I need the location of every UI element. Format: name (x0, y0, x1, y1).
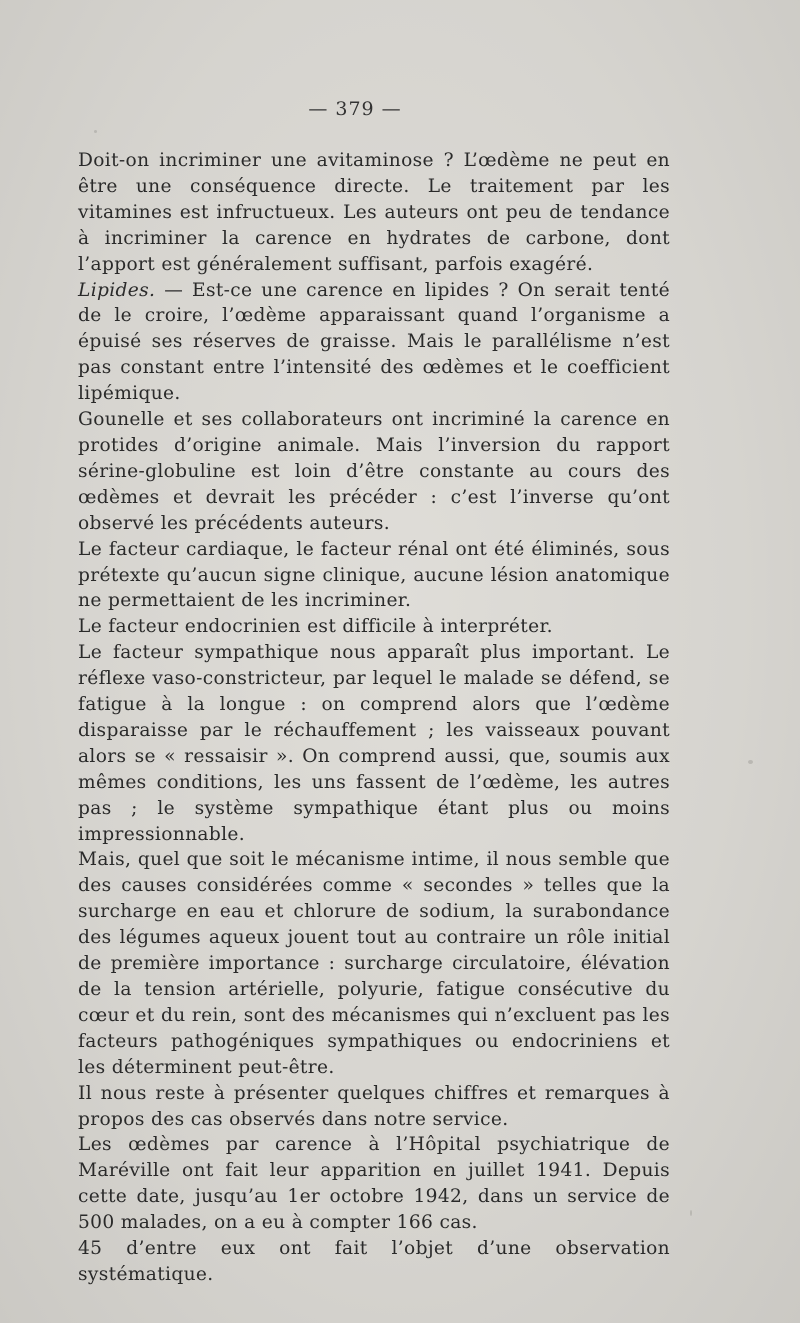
paragraph-text: Il nous reste à présenter quelques chiffres et remarques à propos des cas observés dans notre service. (78, 1082, 670, 1130)
paragraph-text: Le facteur sympathique nous apparaît plus important. Le réflexe vaso-constricteur, par lequel le malade se défend, se fatigue à la longue : on comprend alors que l’œdème disparaisse par le réchauffement ; les vaisseaux pouvant alors se « ressaisir ». On comprend aussi, que, soumis aux mêmes conditions, les uns fassent de l’œdème, les autres pas ; le système sympathique étant plus ou moins impressionnable. (78, 642, 670, 845)
paragraph-facteur-cardiaque (78, 537, 670, 615)
paper-speck (94, 130, 97, 133)
paragraph-text: Le facteur endocrinien est difficile à interpréter. (78, 616, 553, 638)
paragraph-text: Doit-on incriminer une avitaminose ? L’œdème ne peut en être une conséquence directe. Le traitement par les vitamines est infructueux. Les auteurs ont peu de tendance à incriminer la carence en hydrates de carbone, dont l’apport est généralement suffisant, parfois exagéré. (78, 150, 670, 275)
paragraph-lipides (78, 278, 670, 408)
paragraph-avitaminose (78, 148, 670, 278)
paragraph-text: Gounelle et ses collaborateurs ont incriminé la carence en protides d’origine animale. Mais l’inversion du rapport sérine-globuline est loin d’être constante au cours des œdèmes et devrait les précéder : c’est l’inverse qu’ont observé les précédents auteurs. (78, 409, 670, 534)
section-heading-lipides: Lipides. (78, 279, 156, 301)
paragraph-mecanisme (78, 847, 670, 1080)
paragraph-text: 45 d’entre eux ont fait l’objet d’une observation systématique. (78, 1238, 670, 1285)
paragraph-facteur-sympathique (78, 640, 670, 847)
paragraph-observation (78, 1236, 670, 1288)
paragraph-text: — Est-ce une carence en lipides ? On serait tenté de le croire, l’œdème apparaissant quand l’organisme a épuisé ses réserves de graisse. Mais le parallélisme n’est pas constant entre l’intensité des œdèmes et le coefficient lipémique. (78, 279, 670, 405)
paragraph-gounelle (78, 407, 670, 537)
body-text (78, 148, 670, 1288)
paper-speck (690, 1210, 692, 1216)
paragraph-text: Mais, quel que soit le mécanisme intime, il nous semble que des causes considérées comme « secondes » telles que la surcharge en eau et chlorure de sodium, la surabondance des légumes aqueux jouent tout au contraire un rôle initial de première importance : surcharge circulatoire, élévation de la tension artérielle, polyurie, fatigue consécutive du cœur et du rein, sont des mécanismes qui n’excluent pas les facteurs pathogéniques sympathiques ou endocriniens et les déterminent peut-être. (78, 849, 670, 1078)
paragraph-facteur-endocrinien (78, 614, 670, 640)
paper-speck (748, 760, 753, 764)
paragraph-text: Le facteur cardiaque, le facteur rénal ont été éliminés, sous prétexte qu’aucun signe clinique, aucune lésion anatomique ne permettaient de les incriminer. (78, 538, 670, 612)
page-number: — 379 — (308, 98, 402, 120)
paragraph-text: Les œdèmes par carence à l’Hôpital psychiatrique de Maréville ont fait leur apparition en juillet 1941. Depuis cette date, jusqu’au 1er octobre 1942, dans un service de 500 malades, on a eu à compter 166 cas. (78, 1134, 670, 1234)
paragraph-chiffres (78, 1081, 670, 1133)
paragraph-mareville (78, 1132, 670, 1236)
